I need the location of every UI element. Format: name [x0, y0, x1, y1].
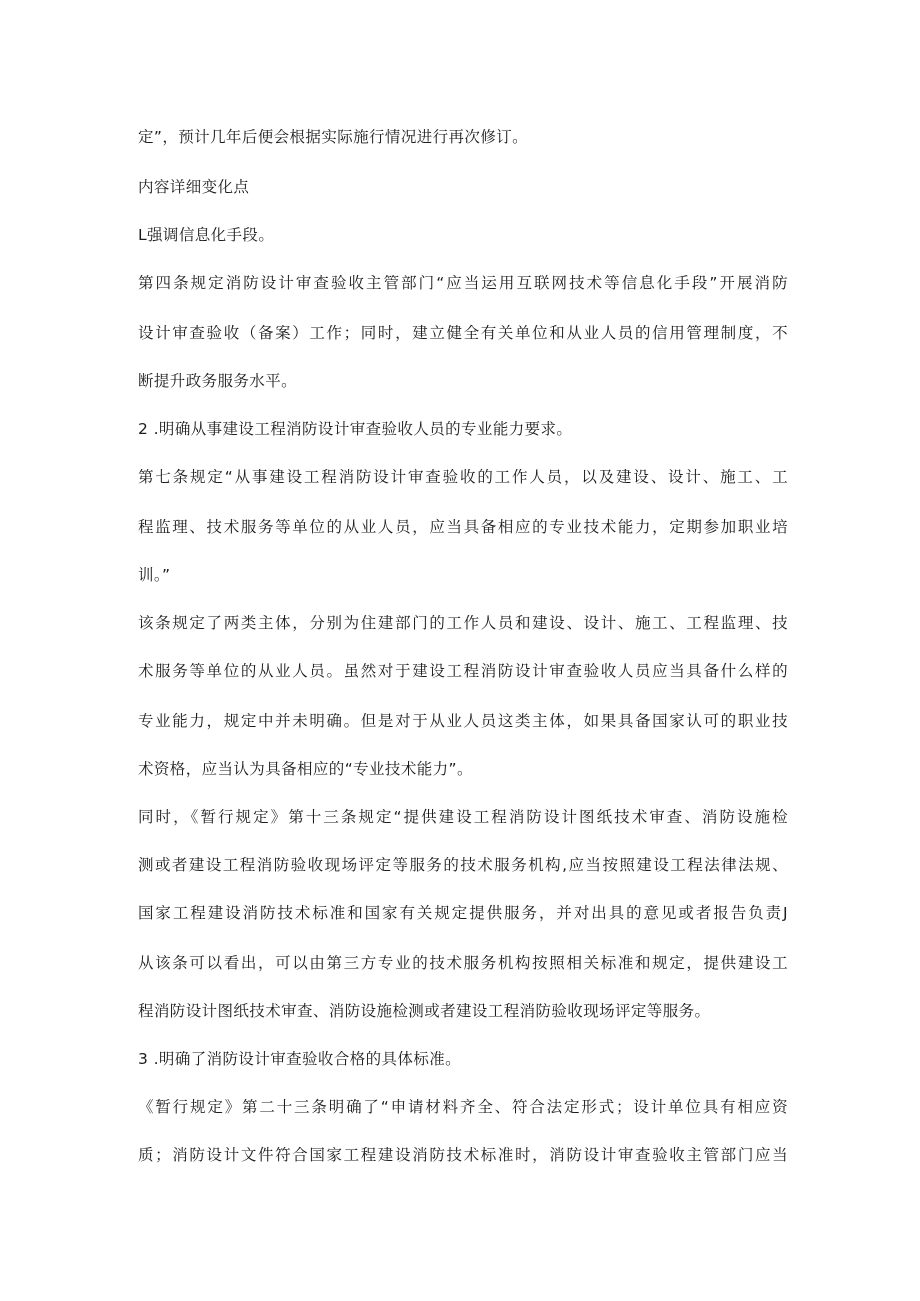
text-line: 测或者建设工程消防验收现场评定等服务的技术服务机构,应当按照建设工程法律法规、 [138, 856, 788, 874]
list-heading: L强调信息化手段。 [138, 226, 275, 244]
text-line: 该条规定了两类主体，分别为住建部门的工作人员和建设、设计、施工、工程监理、技 [138, 614, 788, 632]
text-line: 设计审查验收（备案）工作；同时，建立健全有关单位和从业人员的信用管理制度，不 [138, 324, 788, 342]
section-heading: 内容详细变化点 [138, 178, 250, 196]
text-line: 专业能力，规定中并未明确。但是对于从业人员这类主体，如果具备国家认可的职业技 [138, 712, 788, 730]
text-line: 第七条规定“从事建设工程消防设计审查验收的工作人员，以及建设、设计、施工、工 [138, 468, 788, 486]
text-line: 质；消防设计文件符合国家工程建设消防技术标准时，消防设计审查验收主管部门应当 [138, 1146, 788, 1164]
text-line: 国家工程建设消防技术标准和国家有关规定提供服务，并对出具的意见或者报告负责J [138, 904, 788, 922]
text-line: 同时，《暂行规定》第十三条规定“提供建设工程消防设计图纸技术审查、消防设施检 [138, 808, 788, 826]
text-line: 训。” [138, 566, 171, 584]
text-line: 第四条规定消防设计审查验收主管部门“应当运用互联网技术等信息化手段”开展消防 [138, 274, 788, 292]
text-line: 《暂行规定》第二十三条明确了“申请材料齐全、符合法定形式；设计单位具有相应资 [138, 1098, 788, 1116]
list-heading: 2 .明确从事建设工程消防设计审查验收人员的专业能力要求。 [138, 420, 573, 438]
text-line: 术资格，应当认为具备相应的“专业技术能力”。 [138, 760, 473, 778]
text-line: 定”，预计几年后便会根据实际施行情况进行再次修订。 [138, 128, 529, 146]
text-line: 程消防设计图纸技术审查、消防设施检测或者建设工程消防验收现场评定等服务。 [138, 1002, 711, 1020]
text-line: 程监理、技术服务等单位的从业人员，应当具备相应的专业技术能力，定期参加职业培 [138, 518, 788, 536]
text-line: 断提升政务服务水平。 [138, 372, 298, 390]
text-line: 术服务等单位的从业人员。虽然对于建设工程消防设计审查验收人员应当具备什么样的 [138, 662, 788, 680]
list-heading: 3 .明确了消防设计审查验收合格的具体标准。 [138, 1050, 462, 1068]
text-line: 从该条可以看出，可以由第三方专业的技术服务机构按照相关标准和规定，提供建设工 [138, 954, 788, 972]
